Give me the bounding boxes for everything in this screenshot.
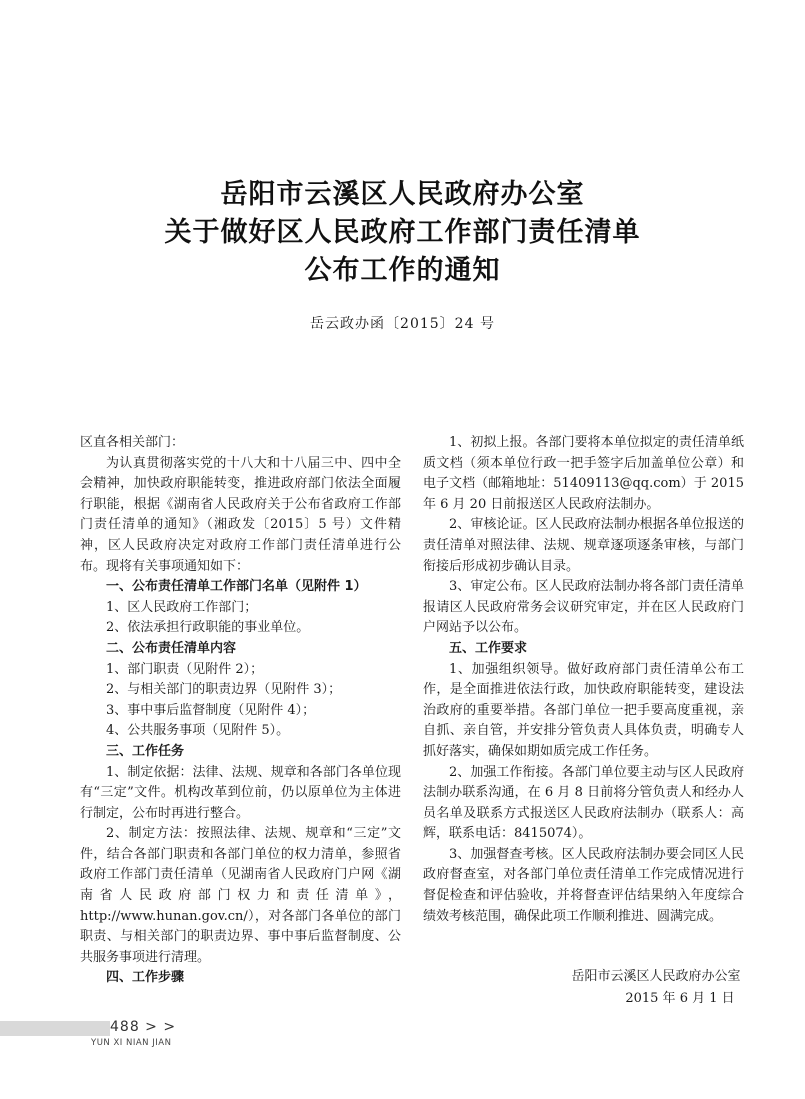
paragraph: 1、部门职责（见附件 2）； xyxy=(106,661,264,677)
paragraph: 2、依法承担行政职能的事业单位。 xyxy=(106,620,310,636)
paragraph: 1、制定依据：法律、法规、规章和各部门各单位现有“三定”文件。机构改革到位前，仍以原单位为主体进行制定，公布时再进行整合。 xyxy=(80,764,401,821)
right-column xyxy=(423,433,744,927)
section-heading: 五、工作要求 xyxy=(449,640,528,656)
paragraph: 2、制定方法：按照法律、法规、规章和“三定”文件，结合各部门职责和各部门单位的权力清单，参照省政府工作部门责任清单（见湖南省人民政府门户网《湖南省人民政府部门权力和责任清单》，http://www.hunan.gov.cn/），对各部门各单位的部门职责、与相关部门的职责边界、事中事后监督制度、公共服务事项进行清理。 xyxy=(80,826,401,965)
salutation: 区直各相关部门： xyxy=(80,435,185,450)
document-number: 岳云政办函〔2015〕24 号 xyxy=(310,316,495,332)
paragraph: 2、加强工作衔接。各部门单位要主动与区人民政府法制办联系沟通，在 6 月 8 日前将分管负责人和经办人员名单及联系方式报送区人民政府法制办（联系人：高辉，联系电话：8415074）。 xyxy=(423,764,744,842)
title-line-3: 公布工作的通知 xyxy=(304,255,501,286)
page-number: 488 > > xyxy=(110,1019,177,1035)
footer-bar xyxy=(0,1021,110,1036)
title-line-1: 岳阳市云溪区人民政府办公室 xyxy=(220,179,585,210)
section-heading: 三、工作任务 xyxy=(106,743,185,759)
journal-name: YUN XI NIAN JIAN xyxy=(91,1038,172,1048)
signature-organization: 岳阳市云溪区人民政府办公室 xyxy=(571,969,741,984)
paragraph: 3、加强督查考核。区人民政府法制办要会同区人民政府督查室，对各部门单位责任清单工作完成情况进行督促检查和评估验收，并将督查评估结果纳入年度综合绩效考核范围，确保此项工作顺利推进、圆满完成。 xyxy=(423,846,744,924)
left-column xyxy=(80,433,401,989)
section-heading: 四、工作步骤 xyxy=(106,970,185,986)
paragraph: 1、初拟上报。各部门要将本单位拟定的责任清单纸质文档（须本单位行政一把手签字后加盖单位公章）和电子文档（邮箱地址：51409113@qq.com）于 2015 年 6 月 20 日前报送区人民政府法制办。 xyxy=(423,435,744,512)
signature-date: 2015 年 6 月 1 日 xyxy=(625,991,735,1006)
paragraph: 1、区人民政府工作部门； xyxy=(106,599,258,615)
title-line-2: 关于做好区人民政府工作部门责任清单 xyxy=(164,217,641,248)
paragraph: 4、公共服务事项（见附件 5）。 xyxy=(106,723,290,739)
paragraph: 2、与相关部门的职责边界（见附件 3）； xyxy=(106,682,342,698)
paragraph: 3、事中事后监督制度（见附件 4）； xyxy=(106,702,316,718)
section-heading: 二、公布责任清单内容 xyxy=(106,640,237,656)
section-heading: 一、公布责任清单工作部门名单（见附件 1） xyxy=(106,579,367,595)
paragraph: 2、审核论证。区人民政府法制办根据各单位报送的责任清单对照法律、法规、规章逐项逐条审核，与部门衔接后形成初步确认目录。 xyxy=(423,517,744,574)
paragraph: 为认真贯彻落实党的十八大和十八届三中、四中全会精神，加快政府职能转变，推进政府部门依法全面履行职能，根据《湖南省人民政府关于公布省政府工作部门责任清单的通知》（湘政发〔2015〕5 号）文件精神，区人民政府决定对政府工作部门责任清单进行公布。现将有关事项通知如下： xyxy=(80,455,401,574)
paragraph: 1、加强组织领导。做好政府部门责任清单公布工作，是全面推进依法行政，加快政府职能转变，建设法治政府的重要举措。各部门单位一把手要高度重视，亲自抓、亲自管，并安排分管负责人具体负责，明确专人抓好落实，确保如期如质完成工作任务。 xyxy=(423,661,744,759)
paragraph: 3、审定公布。区人民政府法制办将各部门责任清单报请区人民政府常务会议研究审定，并在区人民政府门户网站予以公布。 xyxy=(423,579,744,636)
